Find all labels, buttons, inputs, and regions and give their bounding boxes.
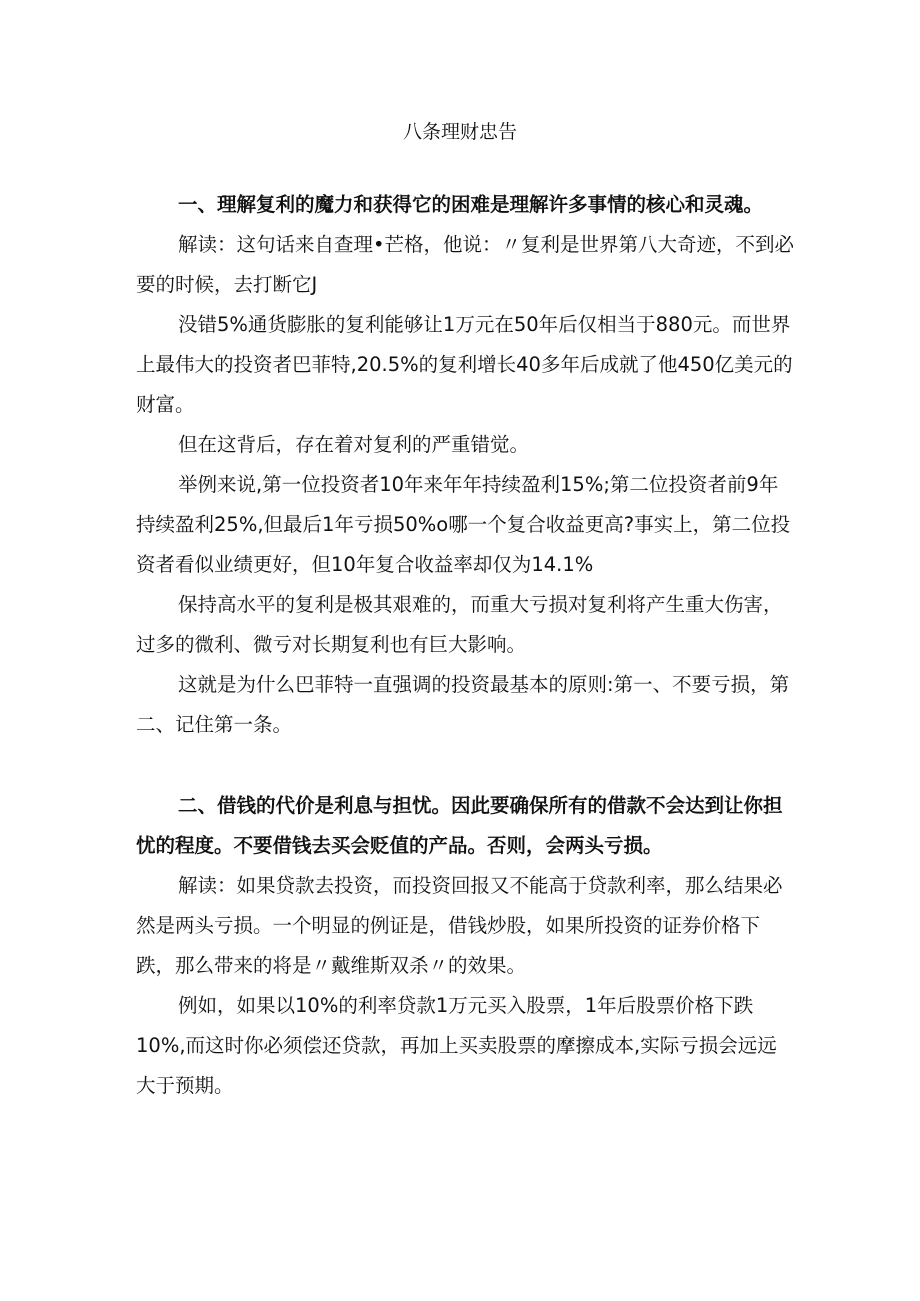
paragraph: 例如，如果以10%的利率贷款1万元买入股票，1年后股票价格下跌10%,而这时你必须偿还贷款，再加上买卖股票的摩擦成本,实际亏损会远远大于预期。 xyxy=(136,994,777,1097)
paragraph: 解读：这句话来自查理•芒格，他说：〃复利是世界第八大奇迹，不到必要的时候，去打断它J xyxy=(136,233,795,296)
section-one-heading: 一、理解复利的魔力和获得它的困难是理解许多事情的核心和灵魂。 xyxy=(178,193,764,216)
section-two xyxy=(136,786,796,1106)
section-one xyxy=(136,185,796,745)
document-title: 八条理财忠告 xyxy=(402,121,517,143)
paragraph: 但在这背后，存在着对复利的严重错觉。 xyxy=(178,433,530,456)
paragraph: 这就是为什么巴菲特一直强调的投资最基本的原则:第一、不要亏损，第二、记住第一条。 xyxy=(136,673,790,736)
paragraph: 举例来说,第一位投资者10年来年年持续盈利15%;第二位投资者前9年持续盈利25%,但最后1年亏损50%o哪一个复合收益更高?事实上，第二位投资者看似业绩更好，但10年复合收益率却仅为14.1% xyxy=(136,473,791,576)
paragraph: 没错5%通货膨胀的复利能够让1万元在50年后仅相当于880元。而世界上最伟大的投资者巴菲特,20.5%的复利增长40多年后成就了他450亿美元的财富。 xyxy=(136,313,793,416)
paragraph: 解读：如果贷款去投资，而投资回报又不能高于贷款利率，那么结果必然是两头亏损。一个明显的例证是，借钱炒股，如果所投资的证券价格下跌，那么带来的将是〃戴维斯双杀〃的效果。 xyxy=(136,874,783,977)
paragraph: 保持高水平的复利是极其艰难的，而重大亏损对复利将产生重大伤害，过多的微利、微亏对长期复利也有巨大影响。 xyxy=(136,593,783,656)
section-two-heading: 二、借钱的代价是利息与担忧。因此要确保所有的借款不会达到让你担忧的程度。不要借钱去买会贬值的产品。否则，会两头亏损。 xyxy=(136,794,783,857)
